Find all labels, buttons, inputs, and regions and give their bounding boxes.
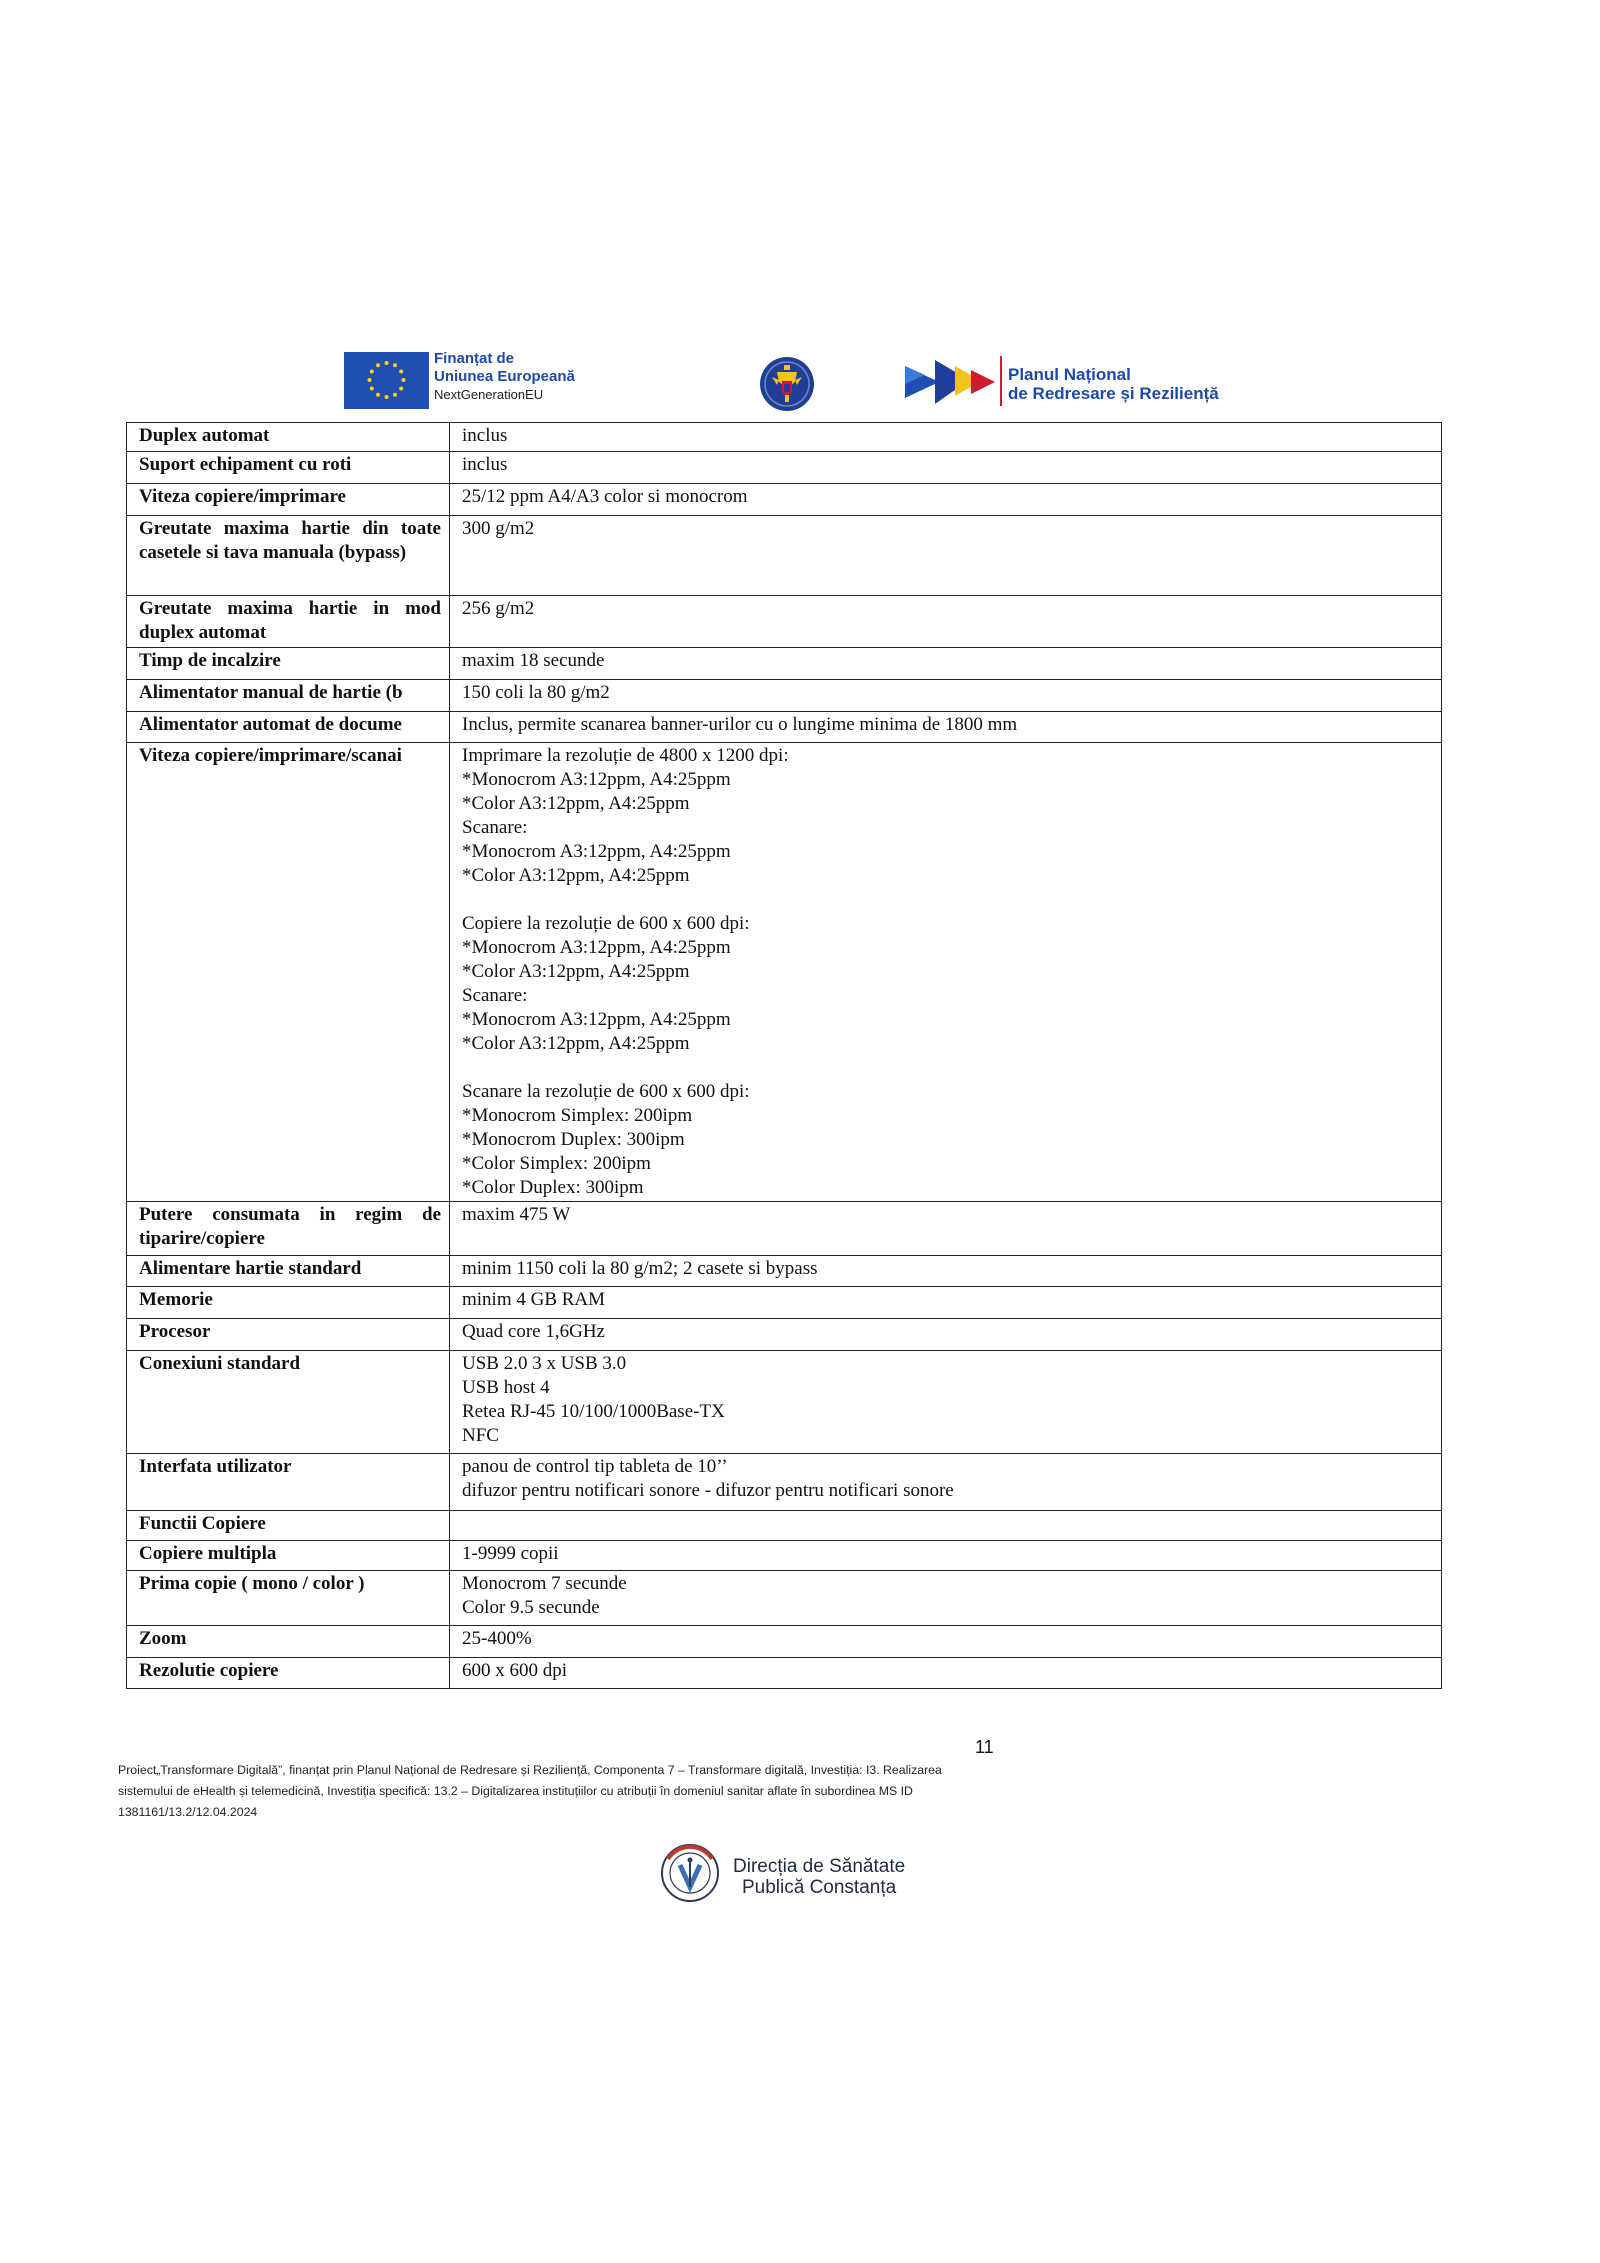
spec-value: inclus — [450, 452, 1442, 484]
spec-label: Prima copie ( mono / color ) — [127, 1571, 450, 1626]
table-row — [127, 1541, 1442, 1571]
spec-value: Monocrom 7 secunde Color 9.5 secunde — [450, 1571, 1442, 1626]
table-row — [127, 1571, 1442, 1626]
pnrr-title-line2: de Redresare și Reziliență — [1008, 384, 1219, 403]
spec-label: Alimentare hartie standard — [127, 1256, 450, 1287]
table-row — [127, 423, 1442, 452]
eu-funding-line2: Uniunea Europeană — [434, 368, 575, 385]
spec-value: 1-9999 copii — [450, 1541, 1442, 1571]
spec-label: Putere consumata in regim de tiparire/copiere — [127, 1202, 450, 1256]
spec-value: Quad core 1,6GHz — [450, 1319, 1442, 1351]
page-number: 11 — [975, 1737, 994, 1757]
spec-label: Procesor — [127, 1319, 450, 1351]
spec-value: Inclus, permite scanarea banner-urilor cu o lungime minima de 1800 mm — [450, 712, 1442, 743]
spec-label: Alimentator manual de hartie (b — [127, 680, 450, 712]
table-row — [127, 1202, 1442, 1256]
table-row — [127, 1626, 1442, 1658]
table-row — [127, 1511, 1442, 1541]
spec-value: inclus — [450, 423, 1442, 452]
spec-label: Duplex automat — [127, 423, 450, 452]
spec-value: 600 x 600 dpi — [450, 1658, 1442, 1689]
spec-label: Viteza copiere/imprimare — [127, 484, 450, 516]
table-row — [127, 648, 1442, 680]
dsp-seal-icon — [640, 1843, 728, 1903]
dsp-name-line1: Direcția de Sănătate — [733, 1856, 906, 1877]
pnrr-title-line1: Planul Național — [1008, 365, 1131, 384]
spec-label: Alimentator automat de docume — [127, 712, 450, 743]
spec-label: Memorie — [127, 1287, 450, 1319]
spec-value: 256 g/m2 — [450, 596, 1442, 648]
spec-label: Greutate maxima hartie din toate casetele si tava manuala (bypass) — [127, 516, 450, 596]
spec-label: Rezolutie copiere — [127, 1658, 450, 1689]
spec-section-heading: Functii Copiere — [127, 1511, 450, 1541]
pnrr-logo-icon — [905, 356, 997, 410]
pnrr-divider — [1000, 356, 1002, 406]
spec-label: Interfata utilizator — [127, 1454, 450, 1511]
spec-value: 25/12 ppm A4/A3 color si monocrom — [450, 484, 1442, 516]
table-row — [127, 743, 1442, 1202]
table-row — [127, 596, 1442, 648]
spec-value: 25-400% — [450, 1626, 1442, 1658]
spec-value: USB 2.0 3 x USB 3.0 USB host 4 Retea RJ-45 10/100/1000Base-TX NFC — [450, 1351, 1442, 1454]
spec-value: maxim 475 W — [450, 1202, 1442, 1256]
eu-flag-logo — [344, 352, 429, 409]
table-row — [127, 712, 1442, 743]
spec-value: 300 g/m2 — [450, 516, 1442, 596]
spec-label: Copiere multipla — [127, 1541, 450, 1571]
spec-value: minim 4 GB RAM — [450, 1287, 1442, 1319]
table-row — [127, 1287, 1442, 1319]
table-row — [127, 1454, 1442, 1511]
table-row — [127, 1319, 1442, 1351]
spec-value: 150 coli la 80 g/m2 — [450, 680, 1442, 712]
table-row — [127, 484, 1442, 516]
spec-value: Imprimare la rezoluție de 4800 x 1200 dpi: *Monocrom A3:12ppm, A4:25ppm *Color A3:12ppm, A4:25ppm Scanare: *Monocrom A3:12ppm, A4:25ppm *Color A3:12ppm, A4:25ppm Copiere la rezoluție de 600 x 600 dpi: *Monocrom A3:12ppm, A4:25ppm *Color A3:12ppm, A4:25ppm Scanare: *Monocrom A3:12ppm, A4:25ppm *Color A3:12ppm, A4:25ppm Scanare la rezoluție de 600 x 600 dpi: *Monocrom Simplex: 200ipm *Monocrom Duplex: 300ipm *Color Simplex: 200ipm *Color Duplex: 300ipm — [450, 743, 1442, 1202]
table-row — [127, 1256, 1442, 1287]
spec-value — [450, 1511, 1442, 1541]
table-row — [127, 1658, 1442, 1689]
spec-value: panou de control tip tableta de 10’’ difuzor pentru notificari sonore - difuzor pentru notificari sonore — [450, 1454, 1442, 1511]
spec-label: Zoom — [127, 1626, 450, 1658]
eu-funding-text — [434, 350, 575, 404]
dsp-name — [733, 1856, 905, 1898]
spec-value: maxim 18 secunde — [450, 648, 1442, 680]
specifications-table — [126, 422, 1442, 1689]
pnrr-title — [1008, 365, 1219, 403]
spec-value: minim 1150 coli la 80 g/m2; 2 casete si bypass — [450, 1256, 1442, 1287]
eu-funding-line1: Finanțat de — [434, 350, 515, 367]
spec-label: Conexiuni standard — [127, 1351, 450, 1454]
spec-label: Timp de incalzire — [127, 648, 450, 680]
project-footer-text: Proiect„Transformare Digitală”, finanțat prin Planul Național de Redresare și Reziliență, Componenta 7 – Transformare digitală, Investiția: I3. Realizarea sistemului de eHealth și telemedicină, Investiția specifică: 13.2 – Digitalizarea instituțiilor cu atribuții în domeniul sanitar aflate în subordinea MS ID 1381161/13.2/12.04.2024 — [118, 1763, 942, 1819]
table-row — [127, 516, 1442, 596]
eu-funding-line3: NextGenerationEU — [434, 387, 544, 402]
romania-coat-of-arms-icon — [758, 355, 816, 413]
table-row — [127, 680, 1442, 712]
table-row — [127, 452, 1442, 484]
spec-label: Viteza copiere/imprimare/scanai — [127, 743, 450, 1202]
table-row — [127, 1351, 1442, 1454]
spec-label: Greutate maxima hartie in mod duplex automat — [127, 596, 450, 648]
dsp-name-line2: Publică Constanța — [741, 1877, 897, 1898]
spec-label: Suport echipament cu roti — [127, 452, 450, 484]
